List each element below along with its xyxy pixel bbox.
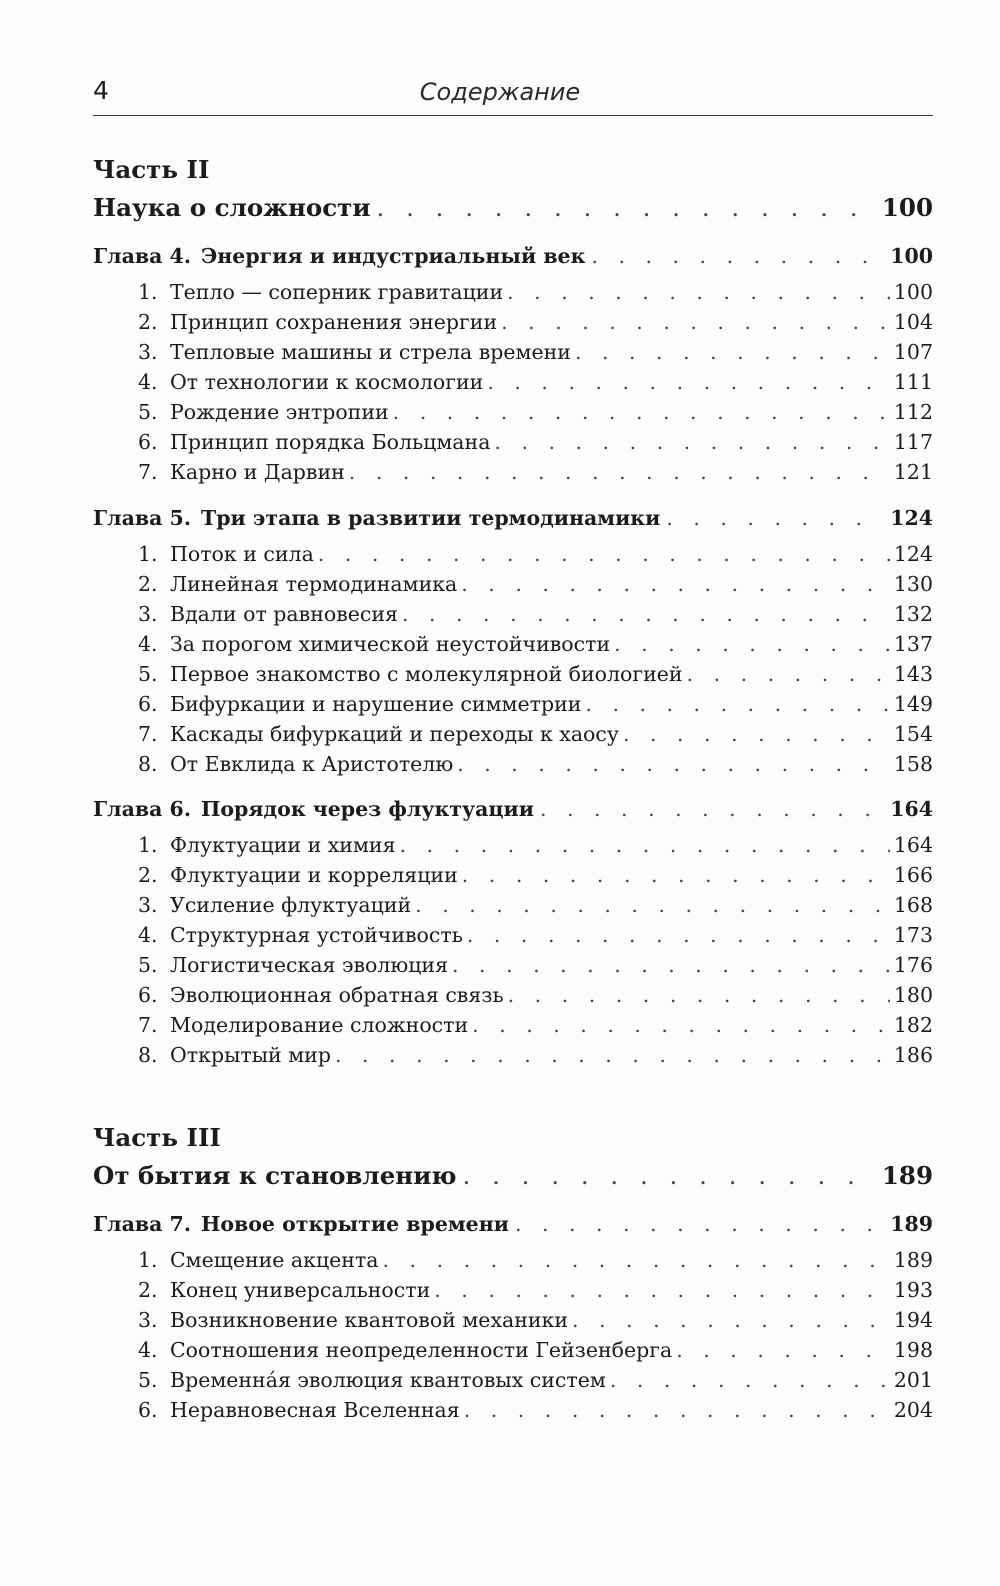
section-number: 3. (138, 602, 158, 626)
section-title: Неравновесная Вселенная (170, 1398, 460, 1422)
section-row (138, 1338, 933, 1362)
chapter-title: Новое открытие времени (200, 1212, 509, 1236)
dot-leader (463, 1161, 876, 1190)
dot-leader (467, 923, 890, 947)
dot-leader (434, 1278, 890, 1302)
section-title: От технологии к космологии (170, 370, 484, 394)
section-page-number: 154 (893, 722, 933, 746)
section-page-number: 112 (893, 400, 933, 424)
section-page-number: 186 (893, 1043, 933, 1067)
dot-leader (676, 1338, 890, 1362)
section-number: 5. (138, 400, 158, 424)
section-number: 8. (138, 1043, 158, 1067)
section-number: 3. (138, 1308, 158, 1332)
section-row (138, 1278, 933, 1302)
dot-leader (487, 370, 890, 394)
section-number: 4. (138, 923, 158, 947)
section-number: 2. (138, 863, 158, 887)
dot-leader (515, 1212, 884, 1236)
section-page-number: 121 (893, 460, 933, 484)
dot-leader (540, 797, 884, 821)
section-page-number: 130 (893, 572, 933, 596)
dot-leader (472, 1013, 890, 1037)
section-row (138, 893, 933, 917)
dot-leader (585, 692, 889, 716)
section-title: Моделирование сложности (170, 1013, 469, 1037)
section-page-number: 111 (893, 370, 933, 394)
section-title: Логистическая эволюция (170, 953, 449, 977)
section-number: 5. (138, 1368, 158, 1392)
chapter-page-number: 189 (890, 1212, 933, 1236)
section-row (138, 752, 933, 776)
dot-leader (383, 1248, 890, 1272)
section-title: Бифуркации и нарушение симметрии (170, 692, 582, 716)
section-number: 2. (138, 310, 158, 334)
section-row (138, 280, 933, 304)
dot-leader (501, 310, 890, 334)
section-title: Линейная термодинамика (170, 572, 458, 596)
chapter-title: Порядок через флуктуации (200, 797, 534, 821)
section-row (138, 1398, 933, 1422)
section-title: Каскады бифуркаций и переходы к хаосу (170, 722, 619, 746)
section-title: Смещение акцента (170, 1248, 379, 1272)
dot-leader (508, 983, 890, 1007)
chapter-row (93, 244, 933, 268)
chapter-label: Глава 4. (93, 244, 191, 268)
section-page-number: 166 (893, 863, 933, 887)
section-number: 1. (138, 280, 158, 304)
section-number: 3. (138, 893, 158, 917)
section-page-number: 193 (893, 1278, 933, 1302)
part-title: От бытия к становлению (93, 1161, 457, 1190)
section-page-number: 107 (893, 340, 933, 364)
dot-leader (415, 893, 890, 917)
section-title: Первое знакомство с молекулярной биологией (170, 662, 683, 686)
chapter-title: Три этапа в развитии термодинамики (200, 506, 661, 530)
dot-leader (507, 280, 890, 304)
section-title: Соотношения неопределенности Гейзенберга (170, 1338, 673, 1362)
section-number: 6. (138, 430, 158, 454)
section-title: Поток и сила (170, 542, 314, 566)
section-row (138, 923, 933, 947)
section-row (138, 953, 933, 977)
section-title: Конец универсальности (170, 1278, 431, 1302)
section-row (138, 833, 933, 857)
section-row (138, 370, 933, 394)
section-number: 5. (138, 662, 158, 686)
part-title-row (93, 1161, 933, 1190)
section-page-number: 176 (893, 953, 933, 977)
dot-leader (666, 506, 884, 530)
section-page-number: 180 (893, 983, 933, 1007)
chapter-label: Глава 7. (93, 1212, 191, 1236)
section-number: 2. (138, 572, 158, 596)
section-page-number: 189 (893, 1248, 933, 1272)
dot-leader (400, 833, 890, 857)
page-number: 4 (93, 76, 109, 105)
dot-leader (457, 752, 890, 776)
section-row (138, 430, 933, 454)
section-row (138, 1043, 933, 1067)
section-row (138, 542, 933, 566)
dot-leader (687, 662, 890, 686)
section-number: 4. (138, 632, 158, 656)
section-row (138, 310, 933, 334)
section-page-number: 204 (893, 1398, 933, 1422)
section-page-number: 173 (893, 923, 933, 947)
section-number: 7. (138, 460, 158, 484)
chapter-row (93, 1212, 933, 1236)
section-title: Открытый мир (170, 1043, 331, 1067)
dot-leader (572, 1308, 890, 1332)
section-number: 6. (138, 1398, 158, 1422)
section-row (138, 983, 933, 1007)
section-row (138, 863, 933, 887)
section-title: Вдали от равновесия (170, 602, 398, 626)
part-page-number: 100 (881, 193, 933, 222)
section-title: Возникновение квантовой механики (170, 1308, 569, 1332)
section-row (138, 400, 933, 424)
section-page-number: 168 (893, 893, 933, 917)
section-row (138, 722, 933, 746)
part-title: Наука о сложности (93, 193, 371, 222)
chapter-row (93, 506, 933, 530)
section-number: 1. (138, 542, 158, 566)
chapter-title: Энергия и индустриальный век (200, 244, 586, 268)
header-rule (93, 115, 933, 116)
running-head: Содержание (419, 78, 581, 106)
section-row (138, 662, 933, 686)
section-row (138, 460, 933, 484)
section-page-number: 149 (893, 692, 933, 716)
section-title: Тепловые машины и стрела времени (170, 340, 571, 364)
section-number: 3. (138, 340, 158, 364)
section-title: Структурная устойчивость (170, 923, 463, 947)
section-title: Карно и Дарвин (170, 460, 345, 484)
section-title: Тепло — соперник гравитации (170, 280, 504, 304)
section-number: 7. (138, 722, 158, 746)
section-row (138, 1368, 933, 1392)
section-page-number: 158 (893, 752, 933, 776)
section-page-number: 201 (893, 1368, 933, 1392)
dot-leader (393, 400, 890, 424)
section-page-number: 100 (893, 280, 933, 304)
section-title: Усиление флуктуаций (170, 893, 412, 917)
dot-leader (614, 632, 890, 656)
section-number: 6. (138, 983, 158, 1007)
section-page-number: 164 (893, 833, 933, 857)
dot-leader (335, 1043, 890, 1067)
section-page-number: 182 (893, 1013, 933, 1037)
section-row (138, 572, 933, 596)
section-page-number: 124 (893, 542, 933, 566)
section-title: За порогом химической неустойчивости (170, 632, 611, 656)
section-title: Принцип сохранения энергии (170, 310, 498, 334)
section-page-number: 117 (893, 430, 933, 454)
section-number: 4. (138, 370, 158, 394)
section-title: От Евклида к Аристотелю (170, 752, 454, 776)
dot-leader (462, 863, 890, 887)
section-page-number: 194 (893, 1308, 933, 1332)
section-row (138, 602, 933, 626)
section-row (138, 1248, 933, 1272)
section-title: Флуктуации и химия (170, 833, 396, 857)
chapter-label: Глава 5. (93, 506, 191, 530)
dot-leader (464, 1398, 890, 1422)
section-title: Эволюционная обратная связь (170, 983, 504, 1007)
dot-leader (402, 602, 890, 626)
section-page-number: 143 (893, 662, 933, 686)
section-number: 1. (138, 1248, 158, 1272)
section-title: Принцип порядка Больцмана (170, 430, 491, 454)
section-row (138, 1013, 933, 1037)
section-number: 1. (138, 833, 158, 857)
part-page-number: 189 (881, 1161, 933, 1190)
section-title: Флуктуации и корреляции (170, 863, 458, 887)
dot-leader (610, 1368, 890, 1392)
dot-leader (377, 193, 876, 222)
section-title: Рождение энтропии (170, 400, 389, 424)
chapter-label: Глава 6. (93, 797, 191, 821)
section-number: 2. (138, 1278, 158, 1302)
section-number: 4. (138, 1338, 158, 1362)
section-page-number: 137 (893, 632, 933, 656)
part-label: Часть III (93, 1123, 221, 1152)
dot-leader (623, 722, 890, 746)
section-row (138, 632, 933, 656)
dot-leader (318, 542, 890, 566)
chapter-row (93, 797, 933, 821)
section-number: 7. (138, 1013, 158, 1037)
section-row (138, 692, 933, 716)
section-number: 6. (138, 692, 158, 716)
chapter-page-number: 164 (890, 797, 933, 821)
part-label: Часть II (93, 155, 210, 184)
section-number: 8. (138, 752, 158, 776)
section-title: Временна́я эволюция квантовых систем (170, 1368, 606, 1392)
dot-leader (494, 430, 889, 454)
section-page-number: 104 (893, 310, 933, 334)
part-title-row (93, 193, 933, 222)
section-number: 5. (138, 953, 158, 977)
section-page-number: 198 (893, 1338, 933, 1362)
section-page-number: 132 (893, 602, 933, 626)
dot-leader (349, 460, 890, 484)
section-row (138, 1308, 933, 1332)
dot-leader (575, 340, 890, 364)
section-row (138, 340, 933, 364)
dot-leader (452, 953, 890, 977)
chapter-page-number: 100 (890, 244, 933, 268)
chapter-page-number: 124 (890, 506, 933, 530)
dot-leader (461, 572, 890, 596)
dot-leader (591, 244, 884, 268)
